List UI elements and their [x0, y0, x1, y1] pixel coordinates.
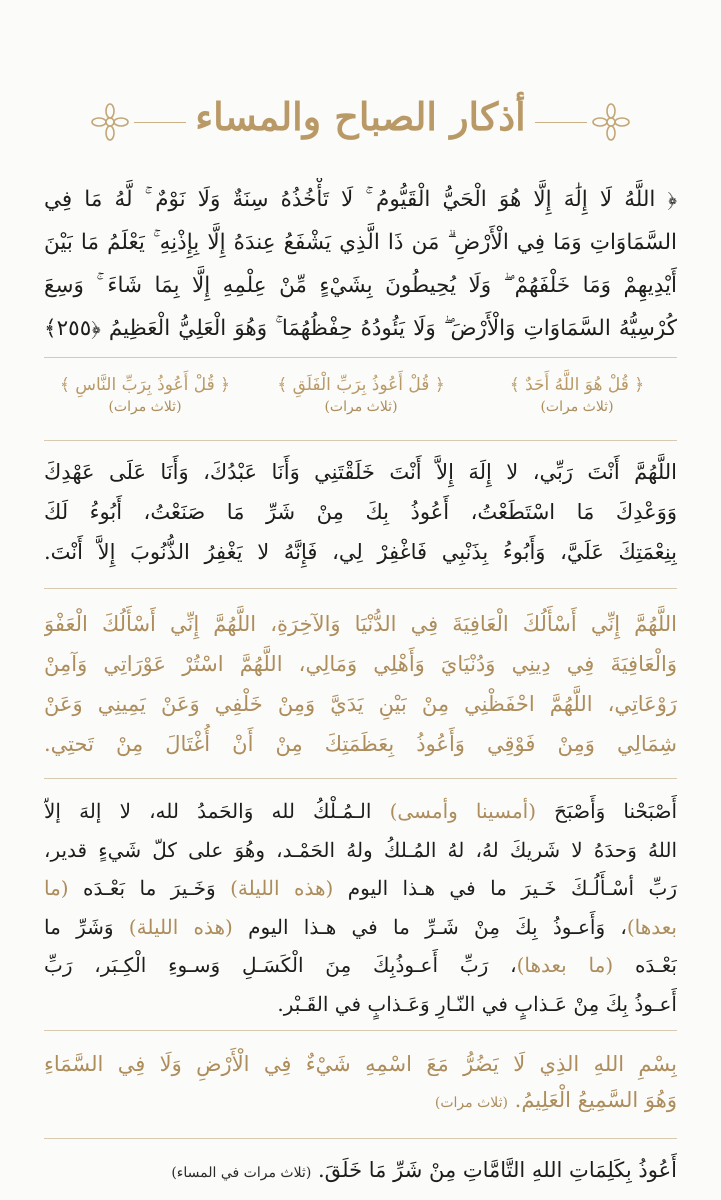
surah-nas	[45, 374, 245, 415]
asbahna-dua	[44, 792, 677, 1023]
evening-variant: (أمسينا وأمسى)	[389, 799, 537, 823]
dua-line: وَوَعْدِكَ مَا اسْتَطَعْتُ، أَعُوذُ بِكَ مِنْ شَرِّ مَا صَنَعْتُ، أَبُوءُ لَكَ	[44, 500, 677, 524]
evening-variant: (هذه الليلة)	[128, 914, 233, 939]
dua-line: أَصْبَحْنا وَأَصْبَحَ (أمسينا وأمسى) الـمُـلْكُ لله وَالحَمدُ لله، لا إلهَ إلاّ	[44, 799, 677, 823]
section-divider	[44, 357, 677, 358]
surah-ikhlas	[477, 374, 677, 415]
dua-line: رَوْعَاتِي، اللَّهُمَّ احْفَظْنِي مِنْ بَيْنِ يَدَيَّ وَمِنْ خَلْفِي وَعَنْ يَمِينِي وَعَنْ	[44, 692, 677, 716]
ayat-line: ﴿ اللَّهُ لَا إِلَٰهَ إِلَّا هُوَ الْحَيُّ الْقَيُّومُ ۚ لَا تَأْخُذُهُ سِنَةٌ وَلَا نَوْمٌ ۚ لَّهُ مَا فِي	[44, 187, 677, 212]
dua-line: أَعـوذُ بِكَ مِنْ عَـذابٍ في النّـارِ وَعَـذابٍ في القَـبْر.	[277, 991, 677, 1016]
ayat-line: السَّمَاوَاتِ وَمَا فِي الْأَرْضِ ۗ مَن ذَا الَّذِي يَشْفَعُ عِندَهُ إِلَّا بِإِذْنِهِ ۚ يَعْلَمُ مَا بَيْنَ	[44, 230, 677, 255]
dua-line: اللَّهُمَّ أَنْتَ رَبِّي، لا إِلَهَ إِلاَّ أَنْتَ خَلَقْتَنِي وَأَنَا عَبْدُكَ، وَأَنَا عَلَى عَهْدِكَ	[44, 460, 677, 484]
bismillah-dua	[44, 1046, 677, 1121]
repeat-count: (ثلاث مرات)	[540, 399, 614, 415]
evening-variant: (هذه الليلة)	[230, 876, 334, 900]
dua-line: شِمَالِي وَمِنْ فَوْقِي وَأَعُوذُ بِعَظَمَتِكَ مِنْ أَنْ أُغْتَالَ مِنْ تَحتِي.	[44, 732, 677, 756]
dua-line: بِسْمِ اللهِ الذِي لَا يَضُرُّ مَعَ اسْمِهِ شَيْءٌ فِي الْأَرْضِ وَلَا فِي السَّمَاءِ	[44, 1052, 677, 1076]
sayyid-al-istighfar	[44, 452, 677, 572]
evening-variant: (ما	[44, 876, 69, 900]
surah-name: ﴿ قُلْ أَعُوذُ بِرَبِّ النَّاسِ ﴾	[59, 375, 231, 395]
evening-variant: (ما بعدها)	[516, 953, 614, 977]
repeat-count: (ثلاث مرات)	[108, 399, 182, 415]
audhu-dua	[44, 1152, 677, 1191]
section-divider	[44, 778, 677, 779]
repeat-count: (ثلاث مرات في المساء)	[171, 1165, 312, 1181]
dua-line: وَهُوَ السَّمِيعُ الْعَلِيمُ. (ثلاث مرات)	[434, 1088, 677, 1112]
page-title: أذكار الصباح والمساء	[195, 94, 526, 139]
section-divider	[44, 440, 677, 441]
dua-line: اللَّهُمَّ إِنِّي أَسْأَلُكَ الْعَافِيَةَ فِي الدُّنْيَا وَالآخِرَةِ، اللَّهُمَّ إِنِّي أَسْأَلُكَ الْعَفْوَ	[44, 612, 677, 636]
ayat-al-kursi	[44, 178, 677, 350]
repeat-count: (ثلاث مرات)	[324, 399, 398, 415]
dua-line: وَالْعَافِيَةَ فِي دِينِي وَدُنْيَايَ وَأَهْلِي وَمَالِي، اللَّهُمَّ اسْتُرْ عَوْرَاتِي وَآمِنْ	[44, 652, 677, 676]
section-divider	[44, 588, 677, 589]
floral-ornament-icon	[591, 102, 631, 142]
three-quls	[44, 374, 677, 434]
section-divider	[44, 1138, 677, 1139]
dua-line: بَعْـدَه (ما بعدها)، رَبِّ أَعـوذُبِكَ مِنَ الْكَسَـلِ وَسـوءِ الْكِـبَر، رَبِّ	[44, 953, 677, 977]
section-divider	[44, 1030, 677, 1031]
ayat-line: كُرْسِيُّهُ السَّمَاوَاتِ وَالْأَرْضَ ۖ وَلَا يَئُودُهُ حِفْظُهُمَا ۚ وَهُوَ الْعَلِيُّ الْعَظِيمُ ﴿٢٥٥﴾	[44, 316, 677, 341]
afiyah-dua	[44, 604, 677, 764]
dua-line: بِنِعْمَتِكَ عَلَيَّ، وَأَبُوءُ بِذَنْبِي فَاغْفِرْ لِي، فَإِنَّهُ لا يَغْفِرُ الذُّنُوبَ إِلاَّ أَنْتَ.	[44, 540, 677, 564]
surah-name: ﴿ قُلْ أَعُوذُ بِرَبِّ الْفَلَقِ ﴾	[277, 375, 445, 395]
dua-line: أَعُوذُ بِكَلِمَاتِ اللهِ التَّامَّاتِ مِنْ شَرِّ مَا خَلَقَ. (ثلاث مرات في المساء)	[171, 1158, 677, 1182]
header-rule-right	[535, 122, 587, 123]
repeat-count: (ثلاث مرات)	[434, 1095, 508, 1111]
surah-falaq	[261, 374, 461, 415]
dua-line: بعدها)، وَأَعـوذُ بِكَ مِنْ شَـرِّ ما في هـذا اليوم (هذه الليلة) وَشَرِّ ما	[44, 914, 677, 939]
evening-variant: بعدها)	[626, 914, 677, 939]
page-header	[90, 88, 631, 158]
surah-name: ﴿ قُلْ هُوَ اللَّهُ أَحَدٌ ﴾	[509, 375, 645, 395]
dua-line: رَبِّ أسْـأَلُـكَ خَـيرَ ما في هـذا اليوم (هذه الليلة) وَخَـيرَ ما بَعْـدَه (ما	[44, 876, 677, 900]
ayat-line: أَيْدِيهِمْ وَمَا خَلْفَهُمْ ۖ وَلَا يُحِيطُونَ بِشَيْءٍ مِّنْ عِلْمِهِ إِلَّا بِمَا شَاءَ ۚ وَسِعَ	[44, 273, 677, 298]
dua-line: اللهُ وَحدَهُ لا شَريكَ لهُ، لهُ المُـلكُ ولهُ الحَمْـد، وهُوَ على كلّ شَيءٍ قدير،	[44, 837, 677, 862]
